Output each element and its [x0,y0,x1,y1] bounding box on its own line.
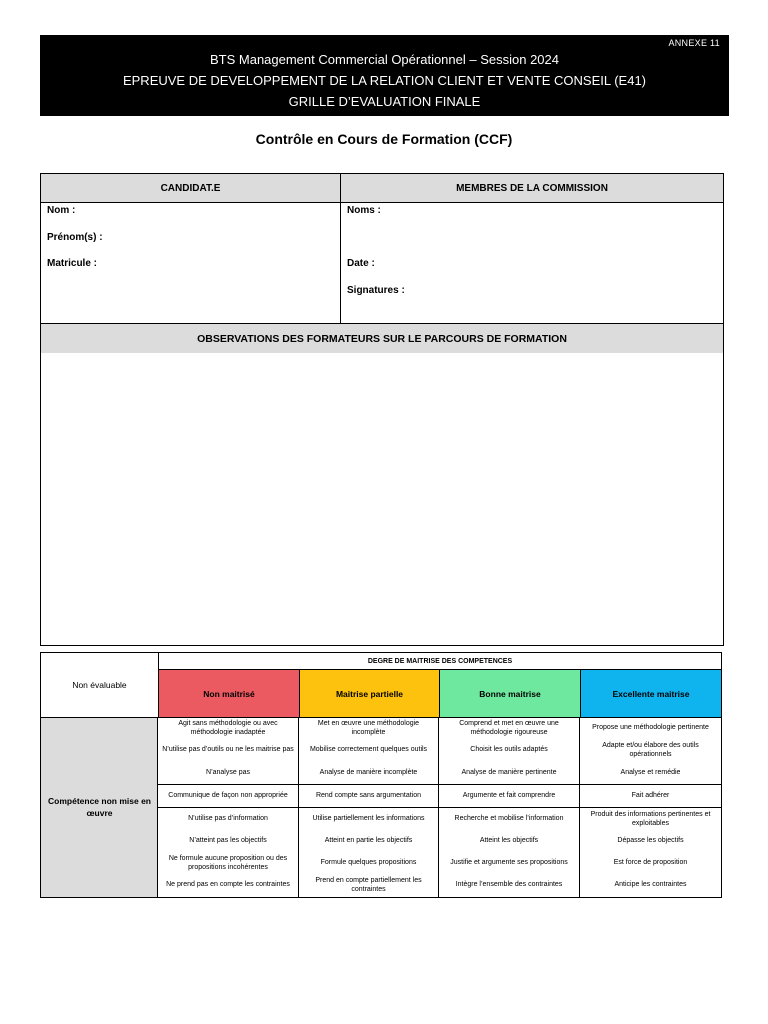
header-title-line-2: EPREUVE DE DEVELOPPEMENT DE LA RELATION CLIENT ET VENTE CONSEIL (E41) [122,73,647,88]
grid-cell: Met en œuvre une méthodologie incomplète [317,719,420,736]
header-title-line-1: BTS Management Commercial Opérationnel – Session 2024 [209,52,559,67]
non-evaluable-label: Non évaluable [72,680,127,690]
signatures-field-label: Signatures : [347,285,405,296]
grid-cell: Formule quelques propositions [320,859,417,867]
observations-area [41,353,723,645]
grid-cell: Argumente et fait comprendre [462,792,556,800]
grid-cell: Justifie et argumente ses propositions [450,859,568,867]
nom-field-label: Nom : [47,205,76,216]
grid-cell: Ne formule aucune proposition ou des propositions incohérentes [168,854,288,871]
grid-cell: N’utilise pas d’information [188,815,268,823]
column-divider [340,203,341,323]
observations-heading: OBSERVATIONS DES FORMATEURS SUR LE PARCOURS DE FORMATION [41,324,723,353]
grid-cell: Propose une méthodologie pertinente [592,724,709,732]
grid-cell: Rend compte sans argumentation [315,792,422,800]
grid-cell: Choisit les outils adaptés [470,746,548,754]
annexe-label: ANNEXE 11 [668,38,720,48]
prenom-field-label: Prénom(s) : [47,232,103,243]
grid-cell: Utilise partiellement les informations [312,815,425,823]
level-bonne-maitrise: Bonne maitrise [439,670,580,717]
competence-non-mise-en-oeuvre: Compétence non mise en œuvre [41,717,158,897]
grid-cell: Recherche et mobilise l’information [454,815,564,823]
commission-heading: MEMBRES DE LA COMMISSION [341,174,723,203]
grid-cell: Atteint en partie les objectifs [324,837,413,845]
date-field-label: Date : [347,258,375,269]
grid-cell: N’analyse pas [206,769,250,777]
grid-cell: Produit des informations pertinentes et exploitables [590,810,711,827]
grid-cell: Dépasse les objectifs [617,837,684,845]
grid-cell: Anticipe les contraintes [614,881,687,889]
header-title-line-3: GRILLE D’EVALUATION FINALE [288,94,481,109]
level-excellente-maitrise: Excellente maitrise [580,670,721,717]
candidate-commission-box [40,173,724,646]
noms-field-label: Noms : [347,205,381,216]
grid-cell: Analyse de manière pertinente [461,769,557,777]
level-maitrise-partielle: Maitrise partielle [299,670,439,717]
grid-cell: Mobilise correctement quelques outils [309,746,428,754]
grid-cell: Est force de proposition [613,859,688,867]
grid-cell: Atteint les objectifs [479,837,539,845]
page-subtitle: Contrôle en Cours de Formation (CCF) [255,131,513,147]
grid-cell: Comprend et met en œuvre une méthodologie rigoureuse [459,719,559,736]
level-non-maitrise: Non maitrisé [158,670,299,717]
grid-cell: Analyse de manière incomplète [319,769,418,777]
grid-cell: Agit sans méthodologie ou avec méthodologie inadaptée [178,719,278,736]
grid-cell: Communique de façon non appropriée [168,792,288,800]
competence-grid [40,652,722,898]
candidate-heading: CANDIDAT.E [41,174,341,203]
grid-cell: Analyse et remédie [620,769,681,777]
degre-maitrise-heading: DEGRE DE MAITRISE DES COMPETENCES [158,653,721,670]
matricule-field-label: Matricule : [47,258,98,269]
grid-cell: N’atteint pas les objectifs [189,837,267,845]
grid-cell: Ne prend pas en compte les contraintes [166,881,290,889]
grid-cell: Fait adhérer [631,792,670,800]
grid-cell: Adapte et/ou élabore des outils opérationnels [602,741,699,758]
document-header [40,35,729,116]
grid-cell: Prend en compte partiellement les contraintes [315,876,422,893]
grid-cell: Intègre l’ensemble des contraintes [455,881,563,889]
grid-cell: N’utilise pas d’outils ou ne les maitrise pas [162,746,294,754]
